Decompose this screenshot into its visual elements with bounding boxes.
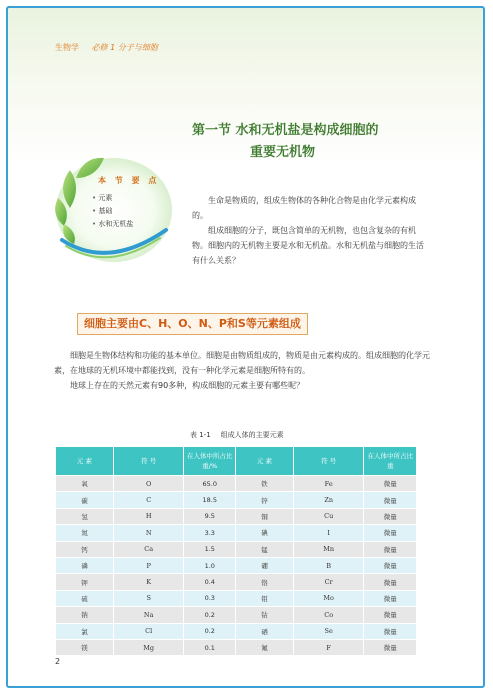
table-cell: O <box>113 476 184 492</box>
body-paragraph: 地球上存在的天然元素有90多种，构成细胞的元素主要有哪些呢？ <box>70 381 305 390</box>
table-caption <box>190 430 284 440</box>
elements-table <box>55 446 417 656</box>
table-cell: 铜 <box>236 508 294 524</box>
table-cell: F <box>293 639 364 655</box>
table-row <box>56 607 417 623</box>
table-cell: 0.1 <box>184 639 236 655</box>
table-caption-number: 表 1-1 <box>190 431 211 439</box>
table-cell: 钴 <box>236 607 294 623</box>
table-cell: 钠 <box>56 607 114 623</box>
table-cell: 钾 <box>56 574 114 590</box>
table-cell: N <box>113 525 184 541</box>
column-header: 元 素 <box>236 447 294 476</box>
section-title-line2: 重要无机物 <box>250 145 316 160</box>
table-cell: Mg <box>113 639 184 655</box>
key-point-item: • 水和无机盐 <box>92 218 133 231</box>
table-cell: 氧 <box>56 476 114 492</box>
table-cell: 18.5 <box>184 492 236 508</box>
column-header: 符 号 <box>113 447 184 476</box>
table-cell: 锰 <box>236 541 294 557</box>
table-cell: 氟 <box>236 639 294 655</box>
table-cell: 0.4 <box>184 574 236 590</box>
table-row <box>56 525 417 541</box>
table-cell: 3.3 <box>184 525 236 541</box>
table-row <box>56 492 417 508</box>
table-cell: Zn <box>293 492 364 508</box>
key-points-list <box>92 192 133 231</box>
table-cell: 微量 <box>364 541 417 557</box>
table-row <box>56 508 417 524</box>
table-cell: I <box>293 525 364 541</box>
table-cell: Mn <box>293 541 364 557</box>
table-cell: 硫 <box>56 590 114 606</box>
subsection-heading: 细胞主要由C、H、O、N、P和S等元素组成 <box>77 313 308 335</box>
table-cell: 微量 <box>364 476 417 492</box>
table-cell: Se <box>293 623 364 639</box>
table-cell: 1.5 <box>184 541 236 557</box>
table-cell: 微量 <box>364 492 417 508</box>
key-point-item: • 基础 <box>92 205 133 218</box>
table-cell: 微量 <box>364 639 417 655</box>
table-cell: K <box>113 574 184 590</box>
column-header: 在人体中所占比重/% <box>184 447 236 476</box>
table-cell: 0.2 <box>184 607 236 623</box>
table-cell: 微量 <box>364 557 417 573</box>
header-subject: 生物学 <box>55 43 79 52</box>
table-cell: 9.5 <box>184 508 236 524</box>
table-cell: 铬 <box>236 574 294 590</box>
table-cell: 微量 <box>364 590 417 606</box>
table-cell: Co <box>293 607 364 623</box>
table-cell: 硼 <box>236 557 294 573</box>
table-cell: 氯 <box>56 623 114 639</box>
column-header: 元 素 <box>56 447 114 476</box>
intro-text <box>192 193 428 268</box>
column-header: 在人体中所占比重 <box>364 447 417 476</box>
table-row <box>56 574 417 590</box>
table-row <box>56 557 417 573</box>
table-cell: 碘 <box>236 525 294 541</box>
table-cell: 65.0 <box>184 476 236 492</box>
table-cell: 微量 <box>364 623 417 639</box>
table-cell: S <box>113 590 184 606</box>
table-cell: 氮 <box>56 525 114 541</box>
table-cell: Cr <box>293 574 364 590</box>
table-cell: Na <box>113 607 184 623</box>
page-number: 2 <box>55 657 61 666</box>
table-row <box>56 541 417 557</box>
table-body <box>56 476 417 656</box>
table-cell: 铁 <box>236 476 294 492</box>
key-point-item: • 元素 <box>92 192 133 205</box>
table-cell: P <box>113 557 184 573</box>
table-cell: 钼 <box>236 590 294 606</box>
table-row <box>56 476 417 492</box>
section-title <box>192 120 452 164</box>
body-paragraph: 细胞是生物体结构和功能的基本单位。细胞是由物质组成的，物质是由元素构成的。组成细胞的化学元素，在地球的无机环境中都能找到，没有一种化学元素是细胞所特有的。 <box>54 351 430 375</box>
section-title-line1: 第一节 水和无机盐是构成细胞的 <box>192 123 379 138</box>
table-cell: 微量 <box>364 508 417 524</box>
table-cell: B <box>293 557 364 573</box>
table-cell: H <box>113 508 184 524</box>
table-cell: 锌 <box>236 492 294 508</box>
table-cell: 硒 <box>236 623 294 639</box>
table-row <box>56 623 417 639</box>
body-text <box>54 348 430 393</box>
table-caption-title: 组成人体的主要元素 <box>220 431 284 439</box>
header-book: 必修 1 分子与细胞 <box>91 43 158 52</box>
table-cell: C <box>113 492 184 508</box>
table-cell: Cl <box>113 623 184 639</box>
table-cell: 0.2 <box>184 623 236 639</box>
running-header <box>55 42 158 53</box>
key-points-title: 本 节 要 点 <box>98 176 160 185</box>
table-cell: 碳 <box>56 492 114 508</box>
table-cell: Ca <box>113 541 184 557</box>
intro-paragraph: 生命是物质的，组成生物体的各种化合物是由化学元素构成的。 <box>192 196 416 220</box>
intro-paragraph: 组成细胞的分子，既包含简单的无机物，也包含复杂的有机物。细胞内的无机物主要是水和无机盐。水和无机盐与细胞的生活有什么关系？ <box>192 226 424 265</box>
table-cell: 微量 <box>364 574 417 590</box>
column-header: 符 号 <box>293 447 364 476</box>
table-cell: Fe <box>293 476 364 492</box>
table-row <box>56 590 417 606</box>
table-cell: 微量 <box>364 525 417 541</box>
table-cell: 氢 <box>56 508 114 524</box>
table-cell: 微量 <box>364 607 417 623</box>
table-cell: 磷 <box>56 557 114 573</box>
table-cell: 1.0 <box>184 557 236 573</box>
table-cell: Mo <box>293 590 364 606</box>
table-header-row <box>56 447 417 476</box>
table-cell: 镁 <box>56 639 114 655</box>
table-cell: Cu <box>293 508 364 524</box>
table-row <box>56 639 417 655</box>
table-cell: 钙 <box>56 541 114 557</box>
table-cell: 0.3 <box>184 590 236 606</box>
